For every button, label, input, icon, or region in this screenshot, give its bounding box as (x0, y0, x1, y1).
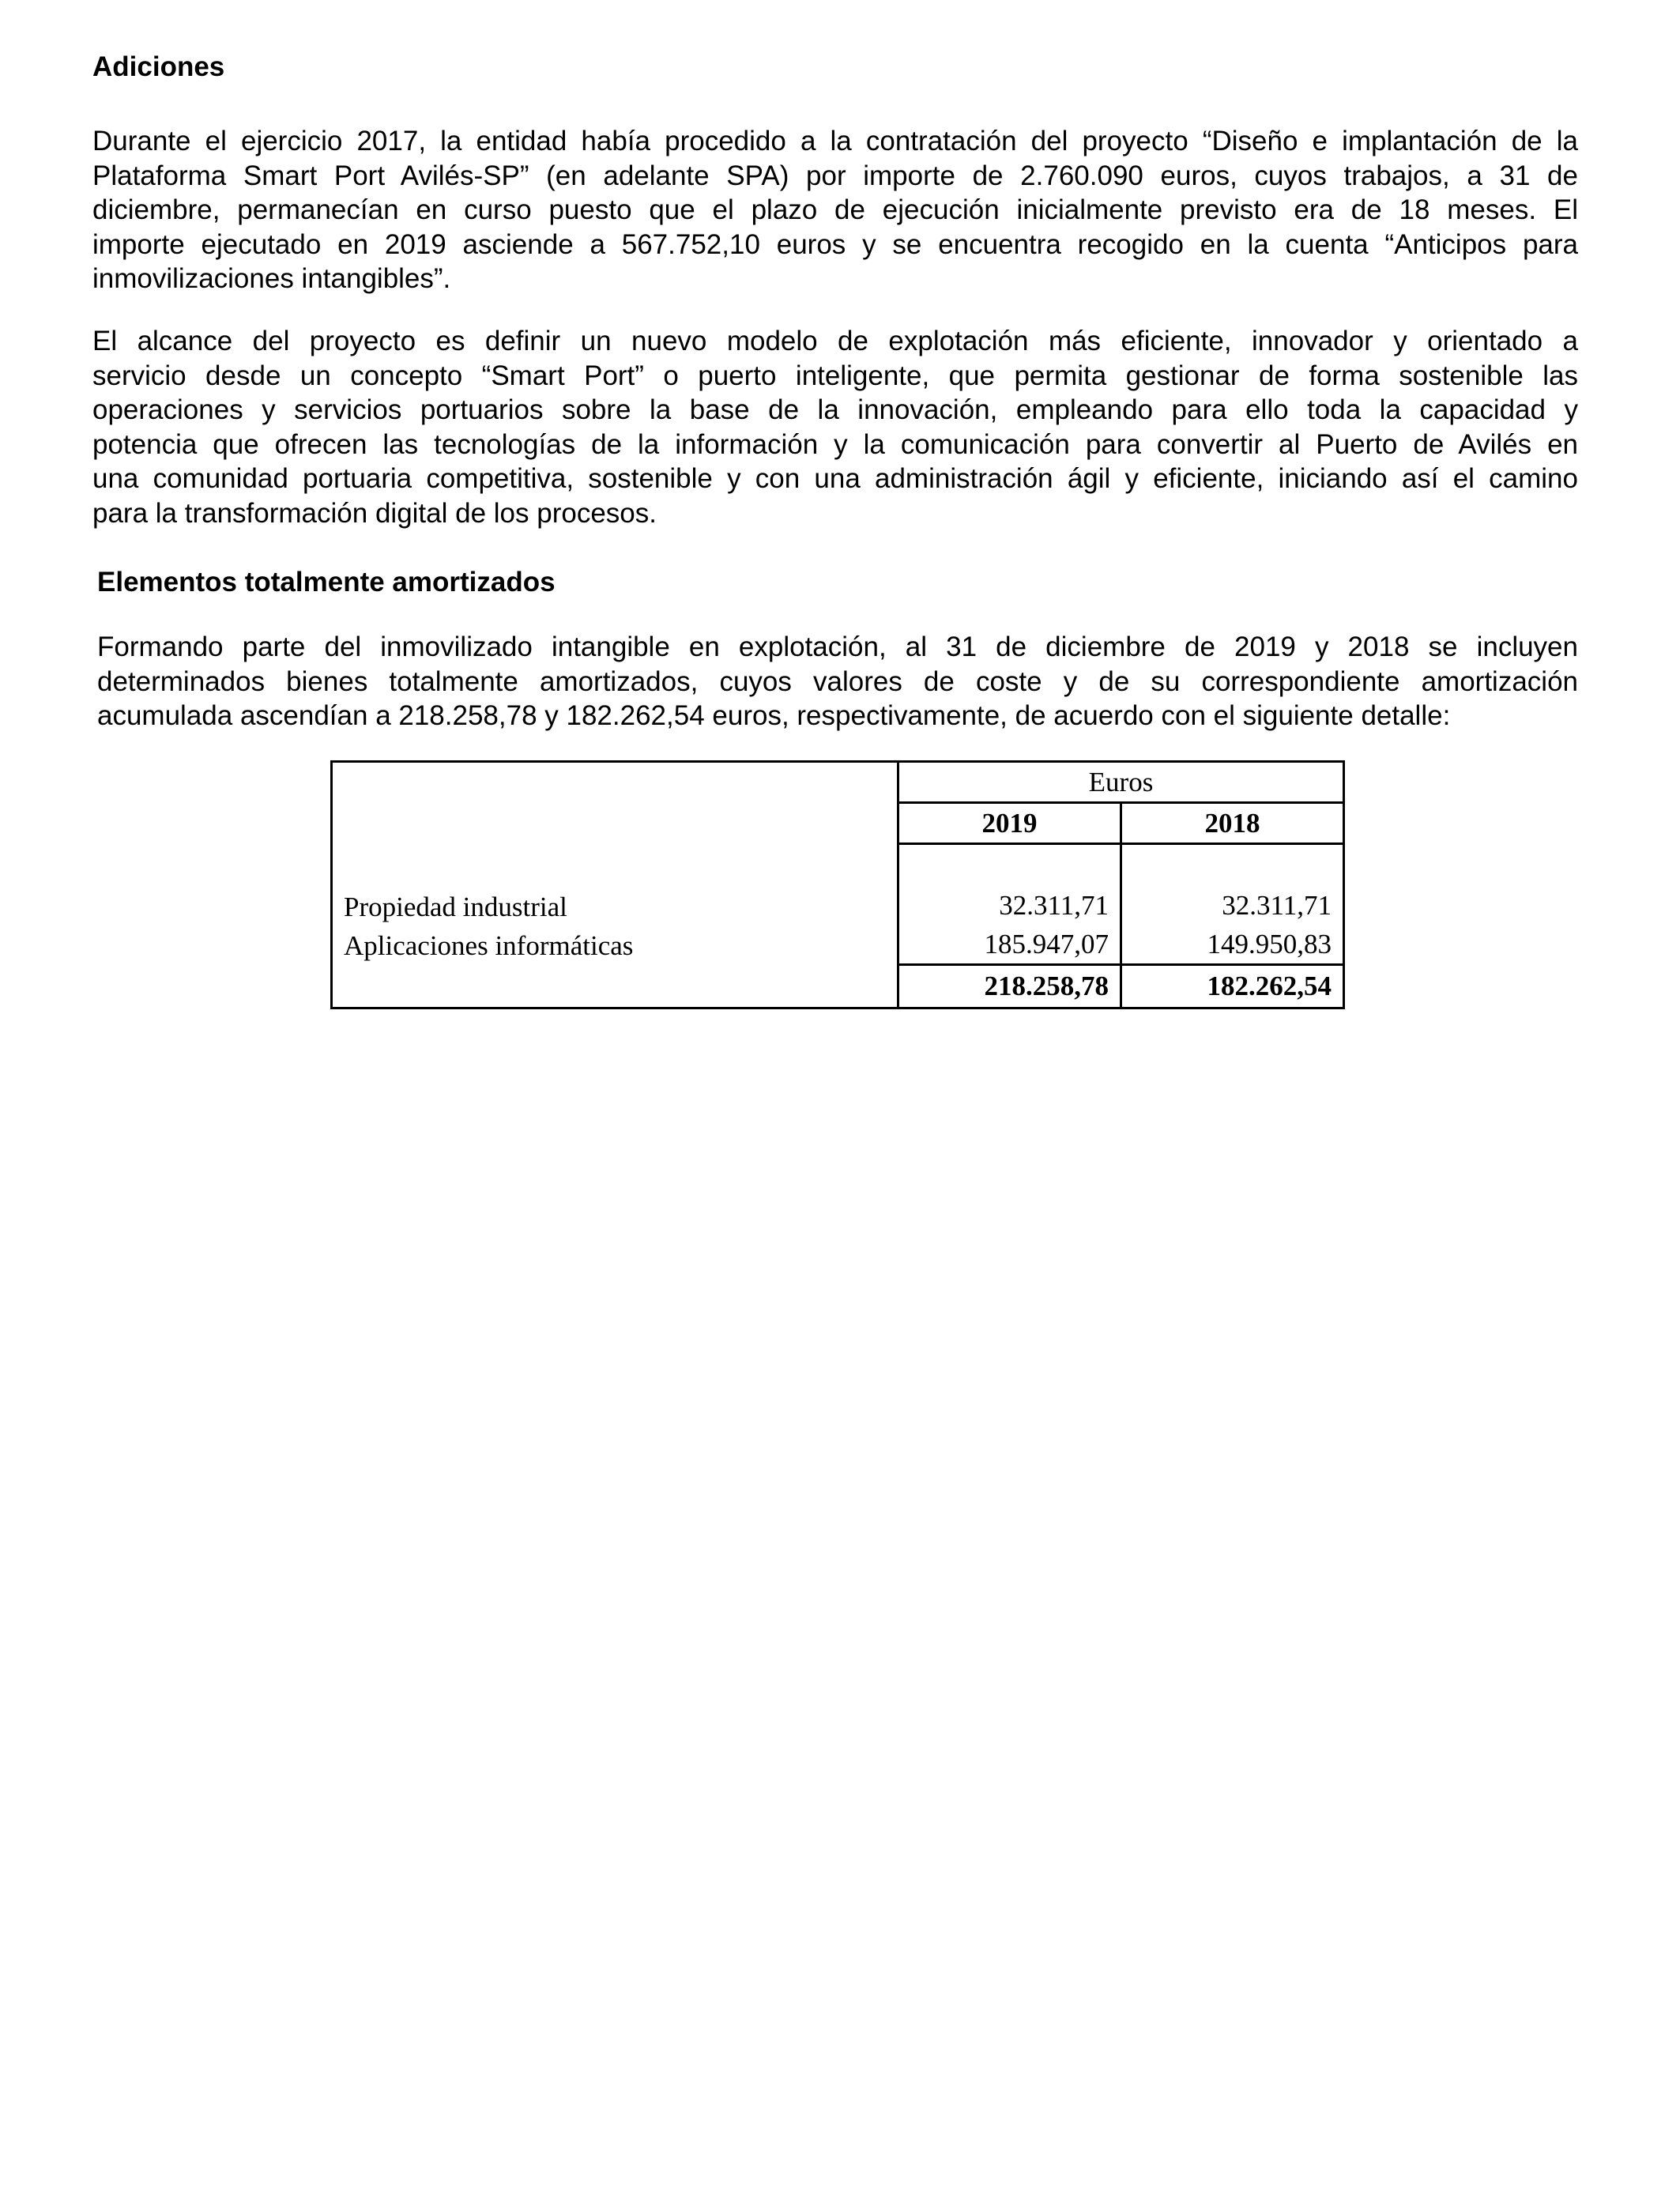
table-total-label-cell (332, 965, 898, 1008)
table-labels-cell (332, 844, 898, 965)
table-header-euros: Euros (898, 762, 1344, 803)
paragraph-line: operaciones y servicios portuarios sobre la base de la innovación, empleando para ello toda la capacidad y (92, 394, 1578, 425)
table-header-year-2018: 2018 (1121, 803, 1343, 844)
paragraph-line: importe ejecutado en 2019 asciende a 567.752,10 euros y se encuentra recogido en la cuenta “Anticipos para (92, 228, 1578, 260)
section-title-amortizados: Elementos totalmente amortizados (97, 567, 556, 598)
paragraph-line: potencia que ofrecen las tecnologías de la información y la comunicación para convertir al Puerto de Avilés en (92, 428, 1578, 460)
table-values-2019-cell (898, 844, 1121, 965)
value-propiedad-industrial-2018: 32.311,71 (1222, 890, 1332, 921)
amortized-assets-table (330, 760, 1345, 1009)
paragraph-line: para la transformación digital de los procesos. (92, 497, 657, 529)
value-propiedad-industrial-2019: 32.311,71 (999, 890, 1109, 921)
table-header-year-2019: 2019 (898, 803, 1121, 844)
paragraph-line: diciembre, permanecían en curso puesto que el plazo de ejecución inicialmente previsto era de 18 meses. El (92, 194, 1578, 225)
row-label-aplicaciones-informaticas: Aplicaciones informáticas (344, 929, 634, 961)
section-title-adiciones: Adiciones (92, 51, 225, 82)
table-corner-cell (332, 762, 898, 803)
paragraph-adiciones-1 (92, 124, 1578, 296)
value-aplicaciones-informaticas-2018: 149.950,83 (1207, 929, 1332, 959)
value-aplicaciones-informaticas-2019: 185.947,07 (984, 929, 1109, 959)
total-2019: 218.258,78 (898, 965, 1121, 1008)
paragraph-line: Formando parte del inmovilizado intangible en explotación, al 31 de diciembre de 2019 y 2018 se incluyen (97, 631, 1578, 662)
table-values-2018-cell (1121, 844, 1343, 965)
total-2018: 182.262,54 (1121, 965, 1343, 1008)
paragraph-line: inmovilizaciones intangibles”. (92, 263, 451, 294)
paragraph-line: una comunidad portuaria competitiva, sostenible y con una administración ágil y eficiente, iniciando así el camino (92, 463, 1578, 494)
paragraph-line: determinados bienes totalmente amortizados, cuyos valores de coste y de su correspondiente amortización (97, 665, 1578, 697)
table-label-spacer (332, 803, 898, 844)
paragraph-amortizados-1 (97, 630, 1578, 733)
paragraph-line: El alcance del proyecto es definir un nuevo modelo de explotación más eficiente, innovador y orientado a (92, 326, 1578, 356)
paragraph-line: servicio desde un concepto “Smart Port” o puerto inteligente, que permita gestionar de forma sostenible las (92, 360, 1578, 391)
paragraph-line: Plataforma Smart Port Avilés-SP” (en adelante SPA) por importe de 2.760.090 euros, cuyos trabajos, a 31 de (92, 160, 1578, 191)
row-label-propiedad-industrial: Propiedad industrial (344, 891, 567, 922)
paragraph-adiciones-2 (92, 324, 1578, 530)
paragraph-line: acumulada ascendían a 218.258,78 y 182.262,54 euros, respectivamente, de acuerdo con el siguiente detalle: (97, 700, 1451, 731)
paragraph-line: Durante el ejercicio 2017, la entidad había procedido a la contratación del proyecto “Diseño e implantación de la (92, 126, 1578, 156)
